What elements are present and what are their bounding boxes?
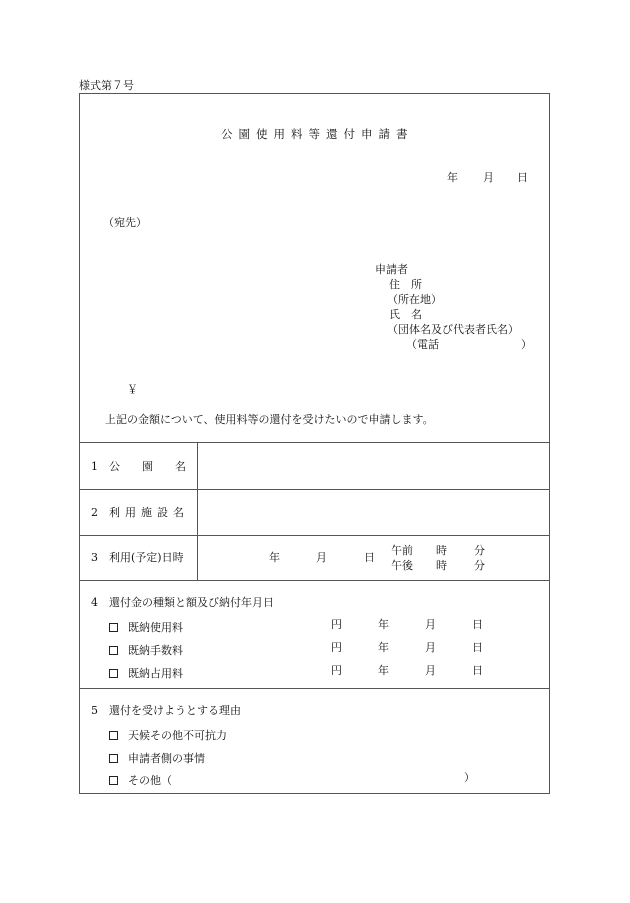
usage-month-label: 月 bbox=[316, 551, 327, 564]
refund-item bbox=[109, 619, 183, 635]
day-label: 日 bbox=[472, 618, 483, 631]
row-4-number: 4 bbox=[91, 596, 98, 609]
usage-am-hour-label: 時 bbox=[436, 544, 447, 557]
refund-reason-label: 還付を受けようとする理由 bbox=[109, 704, 241, 717]
applicant-phone-open: （電話 bbox=[406, 338, 439, 351]
refund-item-label: 既納手数料 bbox=[128, 644, 183, 657]
applicant-name-label: 氏 名 bbox=[389, 308, 422, 321]
application-statement: 上記の金額について、使用料等の還付を受けたいので申請します。 bbox=[105, 413, 434, 426]
refund-type-label: 還付金の種類と額及び納付年月日 bbox=[109, 596, 274, 609]
reason-option-label: 天候その他不可抗力 bbox=[128, 729, 227, 742]
yen-label: 円 bbox=[331, 664, 342, 677]
row-5-number: 5 bbox=[91, 704, 98, 717]
applicant-name-note: （団体名及び代表者氏名） bbox=[387, 323, 519, 336]
applicant-address-label: 住 所 bbox=[389, 278, 422, 291]
row-3-number: 3 bbox=[91, 551, 98, 564]
divider-row-3 bbox=[79, 580, 550, 581]
applicant-phone-close: ） bbox=[521, 338, 532, 351]
divider-top-section bbox=[79, 442, 550, 443]
divider-row-4 bbox=[79, 688, 550, 689]
date-month-label: 月 bbox=[483, 171, 494, 184]
usage-year-label: 年 bbox=[269, 551, 280, 564]
month-label: 月 bbox=[425, 641, 436, 654]
row-1-number: 1 bbox=[91, 460, 98, 473]
usage-day-label: 日 bbox=[364, 551, 375, 564]
usage-am-minute-label: 分 bbox=[474, 544, 485, 557]
usage-pm-hour-label: 時 bbox=[436, 559, 447, 572]
yen-symbol: ￥ bbox=[127, 383, 138, 396]
refund-item-label: 既納占用料 bbox=[128, 667, 183, 680]
refund-item bbox=[109, 642, 183, 658]
park-name-label: 公 園 名 bbox=[109, 460, 186, 473]
label-column-divider bbox=[197, 442, 198, 580]
reason-option bbox=[109, 750, 205, 766]
applicant-label: 申請者 bbox=[375, 263, 408, 276]
month-label: 月 bbox=[425, 664, 436, 677]
refund-used-fee-checkbox[interactable] bbox=[109, 623, 118, 632]
date-day-label: 日 bbox=[517, 171, 528, 184]
usage-am-label: 午前 bbox=[391, 544, 413, 557]
year-label: 年 bbox=[378, 664, 389, 677]
applicant-address-note: （所在地） bbox=[387, 293, 442, 306]
reason-force-majeure-checkbox[interactable] bbox=[109, 731, 118, 740]
row-2-number: 2 bbox=[91, 506, 98, 519]
month-label: 月 bbox=[425, 618, 436, 631]
yen-label: 円 bbox=[331, 618, 342, 631]
reason-option bbox=[109, 727, 227, 743]
usage-datetime-label: 利用(予定)日時 bbox=[109, 551, 184, 564]
yen-label: 円 bbox=[331, 641, 342, 654]
reason-option-label: その他（ bbox=[128, 774, 172, 787]
refund-occupancy-fee-checkbox[interactable] bbox=[109, 669, 118, 678]
form-title: 公園使用料等還付申請書 bbox=[221, 127, 414, 141]
year-label: 年 bbox=[378, 618, 389, 631]
refund-item-label: 既納使用料 bbox=[128, 621, 183, 634]
refund-item bbox=[109, 665, 183, 681]
date-year-label: 年 bbox=[447, 171, 458, 184]
reason-option bbox=[109, 772, 172, 788]
reason-other-checkbox[interactable] bbox=[109, 776, 118, 785]
reason-option-label: 申請者側の事情 bbox=[128, 752, 205, 765]
usage-pm-label: 午後 bbox=[391, 559, 413, 572]
day-label: 日 bbox=[472, 641, 483, 654]
divider-row-1 bbox=[79, 489, 550, 490]
addressee-label: （宛先） bbox=[103, 216, 147, 229]
form-number: 様式第７号 bbox=[79, 79, 134, 92]
reason-applicant-checkbox[interactable] bbox=[109, 754, 118, 763]
usage-pm-minute-label: 分 bbox=[474, 559, 485, 572]
facility-label: 利用施設名 bbox=[109, 506, 189, 519]
divider-row-2 bbox=[79, 535, 550, 536]
day-label: 日 bbox=[472, 664, 483, 677]
refund-handling-fee-checkbox[interactable] bbox=[109, 646, 118, 655]
reason-other-close-paren: ） bbox=[464, 771, 475, 784]
year-label: 年 bbox=[378, 641, 389, 654]
